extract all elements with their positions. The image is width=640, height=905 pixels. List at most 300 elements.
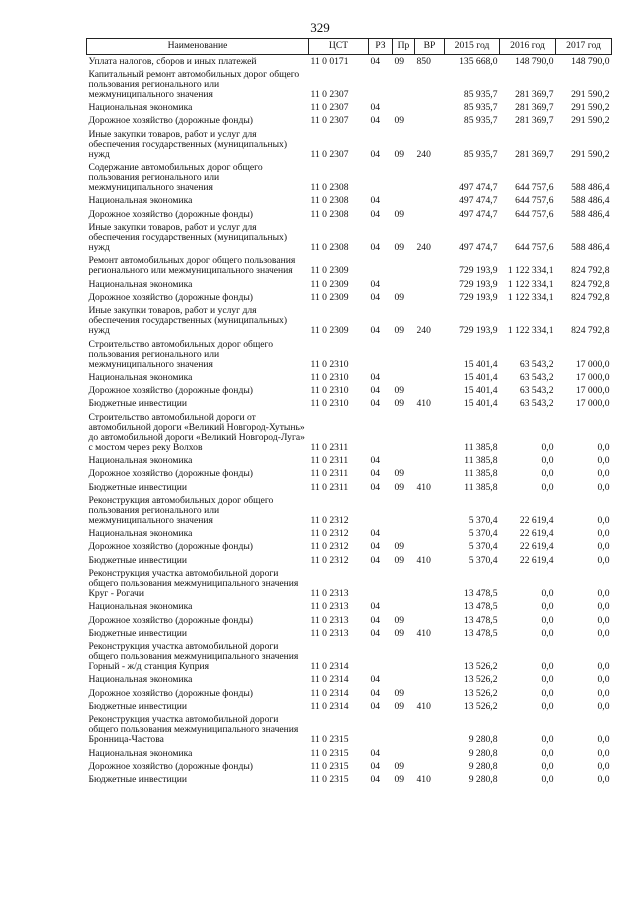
row-pr bbox=[393, 494, 415, 527]
row-value-2015: 15 401,4 bbox=[463, 385, 498, 397]
row-rz bbox=[369, 68, 393, 101]
row-rz: 04 bbox=[370, 760, 381, 772]
row-rz bbox=[369, 255, 393, 278]
row-value-2015: 13 478,5 bbox=[463, 588, 498, 600]
row-name: Национальная экономика bbox=[88, 195, 193, 207]
table-header bbox=[87, 39, 612, 55]
row-value-2015: 729 193,9 bbox=[459, 265, 498, 277]
row-rz: 04 bbox=[370, 774, 381, 786]
row-value-2015: 5 370,4 bbox=[468, 541, 498, 553]
row-value-2015: 9 280,8 bbox=[468, 734, 498, 746]
row-pr: 09 bbox=[394, 325, 405, 337]
row-rz: 04 bbox=[370, 627, 381, 639]
row-value-2015: 497 474,7 bbox=[459, 208, 498, 220]
row-vr bbox=[415, 411, 445, 454]
row-vr bbox=[415, 760, 445, 773]
table-row bbox=[87, 102, 612, 115]
table-row bbox=[87, 221, 612, 254]
row-value-2016: 63 543,2 bbox=[519, 358, 554, 370]
row-code: 11 0 2310 bbox=[310, 371, 349, 383]
row-value-2017: 0,0 bbox=[597, 528, 610, 540]
row-pr bbox=[393, 674, 415, 687]
row-vr: 410 bbox=[416, 700, 431, 712]
table-row bbox=[87, 55, 612, 69]
row-pr bbox=[393, 714, 415, 747]
row-pr: 09 bbox=[394, 774, 405, 786]
row-code: 11 0 2313 bbox=[310, 614, 349, 626]
row-value-2016: 0,0 bbox=[541, 588, 554, 600]
table-row bbox=[87, 747, 612, 760]
row-value-2015: 729 193,9 bbox=[459, 291, 498, 303]
row-pr: 09 bbox=[394, 481, 405, 493]
row-rz bbox=[369, 494, 393, 527]
row-name: Бюджетные инвестиции bbox=[88, 554, 187, 566]
row-vr: 410 bbox=[416, 398, 431, 410]
row-name: Национальная экономика bbox=[88, 601, 193, 613]
row-rz: 04 bbox=[370, 700, 381, 712]
row-rz: 04 bbox=[370, 687, 381, 699]
row-name: Дорожное хозяйство (дорожные фонды) bbox=[88, 385, 253, 397]
row-value-2017: 0,0 bbox=[597, 747, 610, 759]
header-2015: 2015 год bbox=[445, 39, 500, 55]
row-vr bbox=[415, 255, 445, 278]
table-row bbox=[87, 714, 612, 747]
row-rz: 04 bbox=[370, 601, 381, 613]
row-pr: 09 bbox=[394, 541, 405, 553]
row-pr bbox=[393, 195, 415, 208]
row-value-2017: 588 486,4 bbox=[571, 182, 610, 194]
row-value-2016: 1 122 334,1 bbox=[507, 325, 554, 337]
table-row bbox=[87, 305, 612, 338]
row-value-2017: 824 792,8 bbox=[571, 325, 610, 337]
row-rz: 04 bbox=[370, 325, 381, 337]
row-name: Дорожное хозяйство (дорожные фонды) bbox=[88, 614, 253, 626]
row-code: 11 0 2308 bbox=[310, 182, 349, 194]
header-code: ЦСТ bbox=[309, 39, 369, 55]
row-value-2016: 644 757,6 bbox=[515, 242, 554, 254]
row-vr bbox=[415, 162, 445, 195]
row-name: Дорожное хозяйство (дорожные фонды) bbox=[88, 115, 253, 127]
row-value-2016: 0,0 bbox=[541, 441, 554, 453]
row-vr bbox=[415, 528, 445, 541]
row-name: Бюджетные инвестиции bbox=[88, 774, 187, 786]
row-value-2016: 63 543,2 bbox=[519, 371, 554, 383]
row-value-2015: 135 668,0 bbox=[459, 55, 498, 67]
table-row bbox=[87, 541, 612, 554]
table-row bbox=[87, 641, 612, 674]
row-name: Реконструкция участка автомобильной дороги общего пользования межмуниципального значения Круг - Рогачи bbox=[88, 567, 299, 600]
row-rz bbox=[369, 338, 393, 371]
row-vr: 410 bbox=[416, 774, 431, 786]
row-value-2016: 63 543,2 bbox=[519, 398, 554, 410]
row-value-2015: 9 280,8 bbox=[468, 760, 498, 772]
row-name: Национальная экономика bbox=[88, 528, 193, 540]
row-code: 11 0 2307 bbox=[310, 88, 349, 100]
row-value-2015: 11 385,8 bbox=[464, 441, 498, 453]
row-value-2015: 5 370,4 bbox=[468, 514, 498, 526]
row-value-2017: 17 000,0 bbox=[575, 385, 610, 397]
table-row bbox=[87, 494, 612, 527]
header-pr: Пр bbox=[393, 39, 415, 55]
row-code: 11 0 2308 bbox=[310, 208, 349, 220]
row-vr: 240 bbox=[416, 242, 431, 254]
row-pr: 09 bbox=[394, 291, 405, 303]
row-code: 11 0 2312 bbox=[310, 528, 349, 540]
row-pr bbox=[393, 371, 415, 384]
table-row bbox=[87, 162, 612, 195]
row-rz bbox=[369, 567, 393, 600]
row-vr bbox=[415, 208, 445, 221]
row-code: 11 0 2314 bbox=[310, 700, 349, 712]
row-rz: 04 bbox=[370, 385, 381, 397]
table-row bbox=[87, 601, 612, 614]
row-code: 11 0 2310 bbox=[310, 358, 349, 370]
table-row bbox=[87, 291, 612, 304]
row-pr bbox=[393, 641, 415, 674]
header-rz: РЗ bbox=[369, 39, 393, 55]
row-value-2015: 85 935,7 bbox=[463, 88, 498, 100]
row-value-2016: 22 619,4 bbox=[519, 541, 554, 553]
table-row bbox=[87, 627, 612, 640]
row-value-2016: 1 122 334,1 bbox=[507, 278, 554, 290]
row-vr bbox=[415, 195, 445, 208]
row-code: 11 0 2311 bbox=[310, 481, 349, 493]
table-row bbox=[87, 700, 612, 713]
header-name: Наименование bbox=[87, 39, 309, 55]
row-value-2015: 85 935,7 bbox=[463, 102, 498, 114]
row-value-2016: 281 369,7 bbox=[515, 102, 554, 114]
row-code: 11 0 2309 bbox=[310, 325, 349, 337]
row-code: 11 0 2315 bbox=[310, 734, 349, 746]
row-rz bbox=[369, 162, 393, 195]
row-code: 11 0 2311 bbox=[310, 468, 349, 480]
row-pr bbox=[393, 455, 415, 468]
table-row bbox=[87, 208, 612, 221]
row-code: 11 0 2315 bbox=[310, 760, 349, 772]
row-name: Строительство автомобильной дороги от автомобильной дороги «Великий Новгород-Хутынь» до автомобильной дороги «Великий Новгород-Луга» с мостом через реку Волхов bbox=[88, 411, 305, 453]
row-vr bbox=[415, 567, 445, 600]
row-code: 11 0 2313 bbox=[310, 588, 349, 600]
row-value-2016: 0,0 bbox=[541, 687, 554, 699]
row-rz bbox=[369, 714, 393, 747]
row-vr bbox=[415, 338, 445, 371]
row-value-2017: 0,0 bbox=[597, 514, 610, 526]
row-value-2017: 0,0 bbox=[597, 760, 610, 772]
row-value-2015: 13 478,5 bbox=[463, 614, 498, 626]
row-value-2016: 1 122 334,1 bbox=[507, 265, 554, 277]
row-rz: 04 bbox=[370, 541, 381, 553]
row-code: 11 0 2308 bbox=[310, 195, 349, 207]
row-value-2017: 291 590,2 bbox=[571, 88, 610, 100]
row-name: Дорожное хозяйство (дорожные фонды) bbox=[88, 468, 253, 480]
row-value-2017: 824 792,8 bbox=[571, 291, 610, 303]
row-value-2015: 9 280,8 bbox=[468, 774, 498, 786]
table-row bbox=[87, 385, 612, 398]
row-value-2015: 497 474,7 bbox=[459, 195, 498, 207]
row-value-2017: 0,0 bbox=[597, 674, 610, 686]
row-code: 11 0 2312 bbox=[310, 554, 349, 566]
table-row bbox=[87, 278, 612, 291]
row-vr: 240 bbox=[416, 325, 431, 337]
row-value-2016: 281 369,7 bbox=[515, 115, 554, 127]
row-value-2016: 0,0 bbox=[541, 661, 554, 673]
row-vr bbox=[415, 102, 445, 115]
row-rz: 04 bbox=[370, 242, 381, 254]
row-value-2015: 9 280,8 bbox=[468, 747, 498, 759]
row-value-2016: 644 757,6 bbox=[515, 208, 554, 220]
row-code: 11 0 2310 bbox=[310, 385, 349, 397]
row-value-2017: 824 792,8 bbox=[571, 278, 610, 290]
row-vr bbox=[415, 601, 445, 614]
row-value-2015: 85 935,7 bbox=[463, 148, 498, 160]
row-name: Капитальный ремонт автомобильных дорог общего пользования регионального или межмуниципального значения bbox=[88, 68, 300, 100]
row-name: Бюджетные инвестиции bbox=[88, 700, 187, 712]
row-value-2017: 0,0 bbox=[597, 481, 610, 493]
row-rz: 04 bbox=[370, 528, 381, 540]
row-value-2016: 281 369,7 bbox=[515, 88, 554, 100]
row-vr bbox=[415, 714, 445, 747]
row-value-2015: 15 401,4 bbox=[463, 371, 498, 383]
row-value-2017: 824 792,8 bbox=[571, 265, 610, 277]
row-value-2015: 729 193,9 bbox=[459, 325, 498, 337]
row-value-2017: 291 590,2 bbox=[571, 115, 610, 127]
row-value-2016: 0,0 bbox=[541, 455, 554, 467]
row-value-2017: 17 000,0 bbox=[575, 358, 610, 370]
row-code: 11 0 2312 bbox=[310, 541, 349, 553]
row-pr bbox=[393, 255, 415, 278]
row-value-2017: 0,0 bbox=[597, 627, 610, 639]
row-value-2015: 11 385,8 bbox=[464, 468, 498, 480]
row-code: 11 0 2314 bbox=[310, 661, 349, 673]
row-code: 11 0 2309 bbox=[310, 291, 349, 303]
row-value-2015: 13 526,2 bbox=[463, 687, 498, 699]
row-value-2015: 85 935,7 bbox=[463, 115, 498, 127]
row-rz: 04 bbox=[370, 148, 381, 160]
row-pr: 09 bbox=[394, 554, 405, 566]
row-value-2017: 0,0 bbox=[597, 468, 610, 480]
row-pr: 09 bbox=[394, 468, 405, 480]
row-rz: 04 bbox=[370, 115, 381, 127]
row-rz: 04 bbox=[370, 208, 381, 220]
row-name: Дорожное хозяйство (дорожные фонды) bbox=[88, 291, 253, 303]
row-pr bbox=[393, 411, 415, 454]
row-rz: 04 bbox=[370, 102, 381, 114]
row-value-2016: 0,0 bbox=[541, 601, 554, 613]
row-vr: 410 bbox=[416, 481, 431, 493]
table-row bbox=[87, 371, 612, 384]
row-pr: 09 bbox=[394, 55, 405, 67]
row-value-2015: 13 478,5 bbox=[463, 627, 498, 639]
row-vr bbox=[415, 371, 445, 384]
page-number: 329 bbox=[310, 20, 330, 35]
row-name: Дорожное хозяйство (дорожные фонды) bbox=[88, 760, 253, 772]
row-value-2016: 0,0 bbox=[541, 760, 554, 772]
row-value-2015: 15 401,4 bbox=[463, 358, 498, 370]
row-value-2017: 291 590,2 bbox=[571, 148, 610, 160]
row-code: 11 0 2314 bbox=[310, 674, 349, 686]
row-code: 11 0 2314 bbox=[310, 687, 349, 699]
row-value-2016: 22 619,4 bbox=[519, 554, 554, 566]
row-value-2017: 0,0 bbox=[597, 588, 610, 600]
row-value-2016: 1 122 334,1 bbox=[507, 291, 554, 303]
header-2016: 2016 год bbox=[500, 39, 556, 55]
row-pr: 09 bbox=[394, 700, 405, 712]
row-value-2015: 5 370,4 bbox=[468, 528, 498, 540]
row-code: 11 0 2308 bbox=[310, 242, 349, 254]
row-value-2016: 0,0 bbox=[541, 747, 554, 759]
row-vr: 850 bbox=[416, 55, 431, 67]
row-pr: 09 bbox=[394, 687, 405, 699]
row-name: Национальная экономика bbox=[88, 102, 193, 114]
row-value-2016: 0,0 bbox=[541, 674, 554, 686]
row-code: 11 0 2310 bbox=[310, 398, 349, 410]
row-name: Содержание автомобильных дорог общего пользования регионального или межмуниципального значения bbox=[88, 162, 263, 194]
row-value-2016: 148 790,0 bbox=[515, 55, 554, 67]
row-value-2015: 13 526,2 bbox=[463, 674, 498, 686]
row-name: Национальная экономика bbox=[88, 747, 193, 759]
row-value-2017: 0,0 bbox=[597, 614, 610, 626]
row-value-2015: 497 474,7 bbox=[459, 242, 498, 254]
row-value-2017: 0,0 bbox=[597, 601, 610, 613]
row-pr: 09 bbox=[394, 208, 405, 220]
row-name: Уплата налогов, сборов и иных платежей bbox=[88, 55, 257, 67]
row-value-2015: 15 401,4 bbox=[463, 398, 498, 410]
row-vr bbox=[415, 278, 445, 291]
row-code: 11 0 2309 bbox=[310, 265, 349, 277]
row-code: 11 0 2311 bbox=[310, 441, 349, 453]
table-row bbox=[87, 760, 612, 773]
row-value-2017: 0,0 bbox=[597, 441, 610, 453]
row-vr bbox=[415, 747, 445, 760]
row-vr bbox=[415, 687, 445, 700]
row-name: Бюджетные инвестиции bbox=[88, 398, 187, 410]
row-vr: 410 bbox=[416, 627, 431, 639]
row-name: Дорожное хозяйство (дорожные фонды) bbox=[88, 687, 253, 699]
row-value-2016: 644 757,6 bbox=[515, 182, 554, 194]
row-rz: 04 bbox=[370, 747, 381, 759]
row-code: 11 0 0171 bbox=[310, 55, 349, 67]
row-name: Иные закупки товаров, работ и услуг для обеспечения государственных (муниципальных) нужд bbox=[88, 305, 288, 337]
row-rz: 04 bbox=[370, 278, 381, 290]
row-code: 11 0 2307 bbox=[310, 102, 349, 114]
row-rz: 04 bbox=[370, 371, 381, 383]
row-name: Реконструкция участка автомобильной дороги общего пользования межмуниципального значения Бронница-Частова bbox=[88, 714, 299, 746]
row-pr: 09 bbox=[394, 242, 405, 254]
table-row bbox=[87, 195, 612, 208]
row-value-2016: 0,0 bbox=[541, 468, 554, 480]
table-row bbox=[87, 255, 612, 278]
table-body bbox=[87, 55, 612, 787]
row-value-2017: 291 590,2 bbox=[571, 102, 610, 114]
row-value-2016: 0,0 bbox=[541, 627, 554, 639]
row-pr: 09 bbox=[394, 614, 405, 626]
row-pr bbox=[393, 162, 415, 195]
row-rz: 04 bbox=[370, 455, 381, 467]
row-name: Иные закупки товаров, работ и услуг для обеспечения государственных (муниципальных) нужд bbox=[88, 128, 288, 160]
row-rz: 04 bbox=[370, 674, 381, 686]
row-vr bbox=[415, 115, 445, 128]
row-name: Национальная экономика bbox=[88, 278, 193, 290]
row-rz: 04 bbox=[370, 398, 381, 410]
table-row bbox=[87, 128, 612, 161]
row-vr bbox=[415, 468, 445, 481]
row-code: 11 0 2313 bbox=[310, 601, 349, 613]
row-pr bbox=[393, 338, 415, 371]
row-rz: 04 bbox=[370, 195, 381, 207]
row-rz: 04 bbox=[370, 55, 381, 67]
row-value-2016: 0,0 bbox=[541, 614, 554, 626]
row-vr bbox=[415, 385, 445, 398]
row-name: Реконструкция автомобильных дорог общего пользования регионального или межмуниципального значения bbox=[88, 494, 274, 526]
row-value-2017: 588 486,4 bbox=[571, 208, 610, 220]
table-row bbox=[87, 338, 612, 371]
row-pr: 09 bbox=[394, 398, 405, 410]
row-pr bbox=[393, 601, 415, 614]
row-value-2016: 644 757,6 bbox=[515, 195, 554, 207]
row-value-2017: 0,0 bbox=[597, 541, 610, 553]
row-code: 11 0 2315 bbox=[310, 774, 349, 786]
table-row bbox=[87, 68, 612, 101]
row-value-2017: 148 790,0 bbox=[571, 55, 610, 67]
row-value-2017: 0,0 bbox=[597, 554, 610, 566]
row-pr bbox=[393, 567, 415, 600]
row-value-2015: 11 385,8 bbox=[464, 455, 498, 467]
row-value-2016: 63 543,2 bbox=[519, 385, 554, 397]
row-code: 11 0 2311 bbox=[310, 455, 349, 467]
row-vr bbox=[415, 541, 445, 554]
row-value-2017: 0,0 bbox=[597, 687, 610, 699]
row-vr bbox=[415, 68, 445, 101]
row-code: 11 0 2313 bbox=[310, 627, 349, 639]
row-name: Национальная экономика bbox=[88, 455, 193, 467]
row-rz: 04 bbox=[370, 468, 381, 480]
row-pr: 09 bbox=[394, 627, 405, 639]
row-code: 11 0 2315 bbox=[310, 747, 349, 759]
table-row bbox=[87, 468, 612, 481]
row-name: Национальная экономика bbox=[88, 674, 193, 686]
row-code: 11 0 2307 bbox=[310, 148, 349, 160]
row-value-2015: 13 526,2 bbox=[463, 700, 498, 712]
row-vr bbox=[415, 614, 445, 627]
row-value-2016: 22 619,4 bbox=[519, 514, 554, 526]
table-row bbox=[87, 687, 612, 700]
row-value-2015: 13 526,2 bbox=[463, 661, 498, 673]
row-rz: 04 bbox=[370, 554, 381, 566]
table-row bbox=[87, 411, 612, 454]
row-value-2016: 281 369,7 bbox=[515, 148, 554, 160]
row-value-2015: 729 193,9 bbox=[459, 278, 498, 290]
header-2017: 2017 год bbox=[556, 39, 612, 55]
row-value-2017: 588 486,4 bbox=[571, 195, 610, 207]
row-name: Строительство автомобильных дорог общего пользования регионального или межмуниципального значения bbox=[88, 338, 274, 370]
row-name: Бюджетные инвестиции bbox=[88, 627, 187, 639]
row-value-2017: 0,0 bbox=[597, 734, 610, 746]
row-vr: 410 bbox=[416, 554, 431, 566]
table-row bbox=[87, 398, 612, 411]
row-pr bbox=[393, 528, 415, 541]
row-name: Ремонт автомобильных дорог общего пользования регионального или межмуниципального значения bbox=[88, 255, 296, 277]
row-pr bbox=[393, 68, 415, 101]
row-rz: 04 bbox=[370, 614, 381, 626]
row-code: 11 0 2309 bbox=[310, 278, 349, 290]
row-value-2015: 13 478,5 bbox=[463, 601, 498, 613]
row-code: 11 0 2312 bbox=[310, 514, 349, 526]
row-value-2015: 5 370,4 bbox=[468, 554, 498, 566]
row-value-2017: 17 000,0 bbox=[575, 398, 610, 410]
row-rz bbox=[369, 411, 393, 454]
row-vr bbox=[415, 455, 445, 468]
row-name: Национальная экономика bbox=[88, 371, 193, 383]
